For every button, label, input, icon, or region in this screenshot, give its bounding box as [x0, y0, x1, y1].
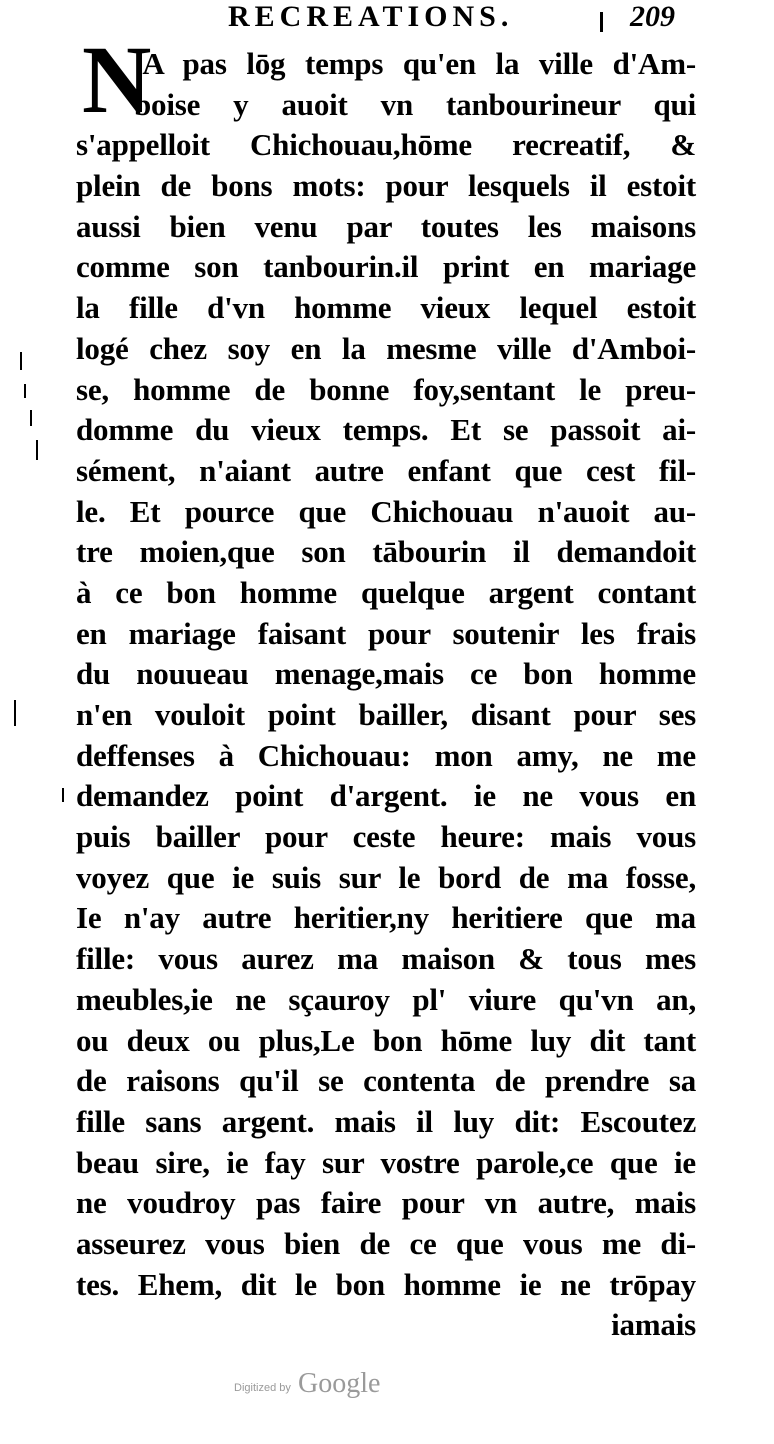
text-line: se, homme de bonne foy,sentant le preu- — [76, 371, 696, 407]
text-line: fille sans argent. mais il luy dit: Escoutez — [76, 1103, 696, 1139]
text-line: puis bailler pour ceste heure: mais vous — [76, 819, 696, 855]
digitization-watermark — [234, 1368, 454, 1404]
catchword: iamais — [611, 1307, 696, 1343]
digitized-by-label: Digitized by — [234, 1382, 291, 1394]
drop-cap: N — [82, 26, 152, 133]
google-logo: Google — [298, 1368, 381, 1399]
text-line: meubles,ie ne sçauroy pl' viure qu'vn an, — [76, 981, 696, 1017]
ink-mark — [62, 788, 64, 802]
text-line: boise y auoit vn tanbourineur qui — [134, 86, 696, 122]
page-number: 209 — [630, 0, 675, 33]
text-line: tre moien,que son tābourin il demandoit — [76, 534, 696, 570]
running-title: RECREATIONS. — [228, 0, 514, 33]
text-line: ou deux ou plus,Le bon hōme luy dit tant — [76, 1022, 696, 1058]
text-line: beau sire, ie fay sur vostre parole,ce que ie — [76, 1144, 696, 1180]
text-line: sément, n'aiant autre enfant que cest fil- — [76, 452, 696, 488]
text-line: la fille d'vn homme vieux lequel estoit — [76, 290, 696, 326]
text-line: demandez point d'argent. ie ne vous en — [76, 778, 696, 814]
text-line: Ie n'ay autre heritier,ny heritiere que ma — [76, 900, 696, 936]
text-line: de raisons qu'il se contenta de prendre sa — [76, 1063, 696, 1099]
text-line: fille: vous aurez ma maison & tous mes — [76, 941, 696, 977]
ink-mark — [36, 440, 38, 460]
text-line: tes. Ehem, dit le bon homme ie ne trōpay — [76, 1266, 696, 1302]
text-line: en mariage faisant pour soutenir les frais — [76, 615, 696, 651]
text-line: deffenses à Chichouau: mon amy, ne me — [76, 737, 696, 773]
text-line: comme son tanbourin.il print en mariage — [76, 249, 696, 285]
ink-mark — [600, 12, 603, 32]
text-line: logé chez soy en la mesme ville d'Amboi- — [76, 330, 696, 366]
text-line: s'appelloit Chichouau,hōme recreatif, & — [76, 127, 696, 163]
text-line: plein de bons mots: pour lesquels il estoit — [76, 168, 696, 204]
text-line: 'A pas lōg temps qu'en la ville d'Am- — [134, 46, 696, 81]
text-line: ne voudroy pas faire pour vn autre, mais — [76, 1185, 696, 1221]
ink-mark — [24, 384, 26, 398]
text-line: domme du vieux temps. Et se passoit ai- — [76, 412, 696, 448]
text-line: à ce bon homme quelque argent contant — [76, 574, 696, 610]
body-text — [76, 44, 696, 1346]
ink-mark — [20, 352, 22, 370]
text-line: n'en vouloit point bailler, disant pour ses — [76, 697, 696, 732]
text-line: du nouueau menage,mais ce bon homme — [76, 656, 696, 692]
text-line: le. Et pource que Chichouau n'auoit au- — [76, 493, 696, 529]
text-line: voyez que ie suis sur le bord de ma fosse, — [76, 859, 696, 895]
text-line: asseurez vous bien de ce que vous me di- — [76, 1225, 696, 1261]
ink-mark — [30, 410, 32, 426]
text-line: aussi bien venu par toutes les maisons — [76, 208, 696, 244]
ink-mark — [14, 700, 16, 726]
